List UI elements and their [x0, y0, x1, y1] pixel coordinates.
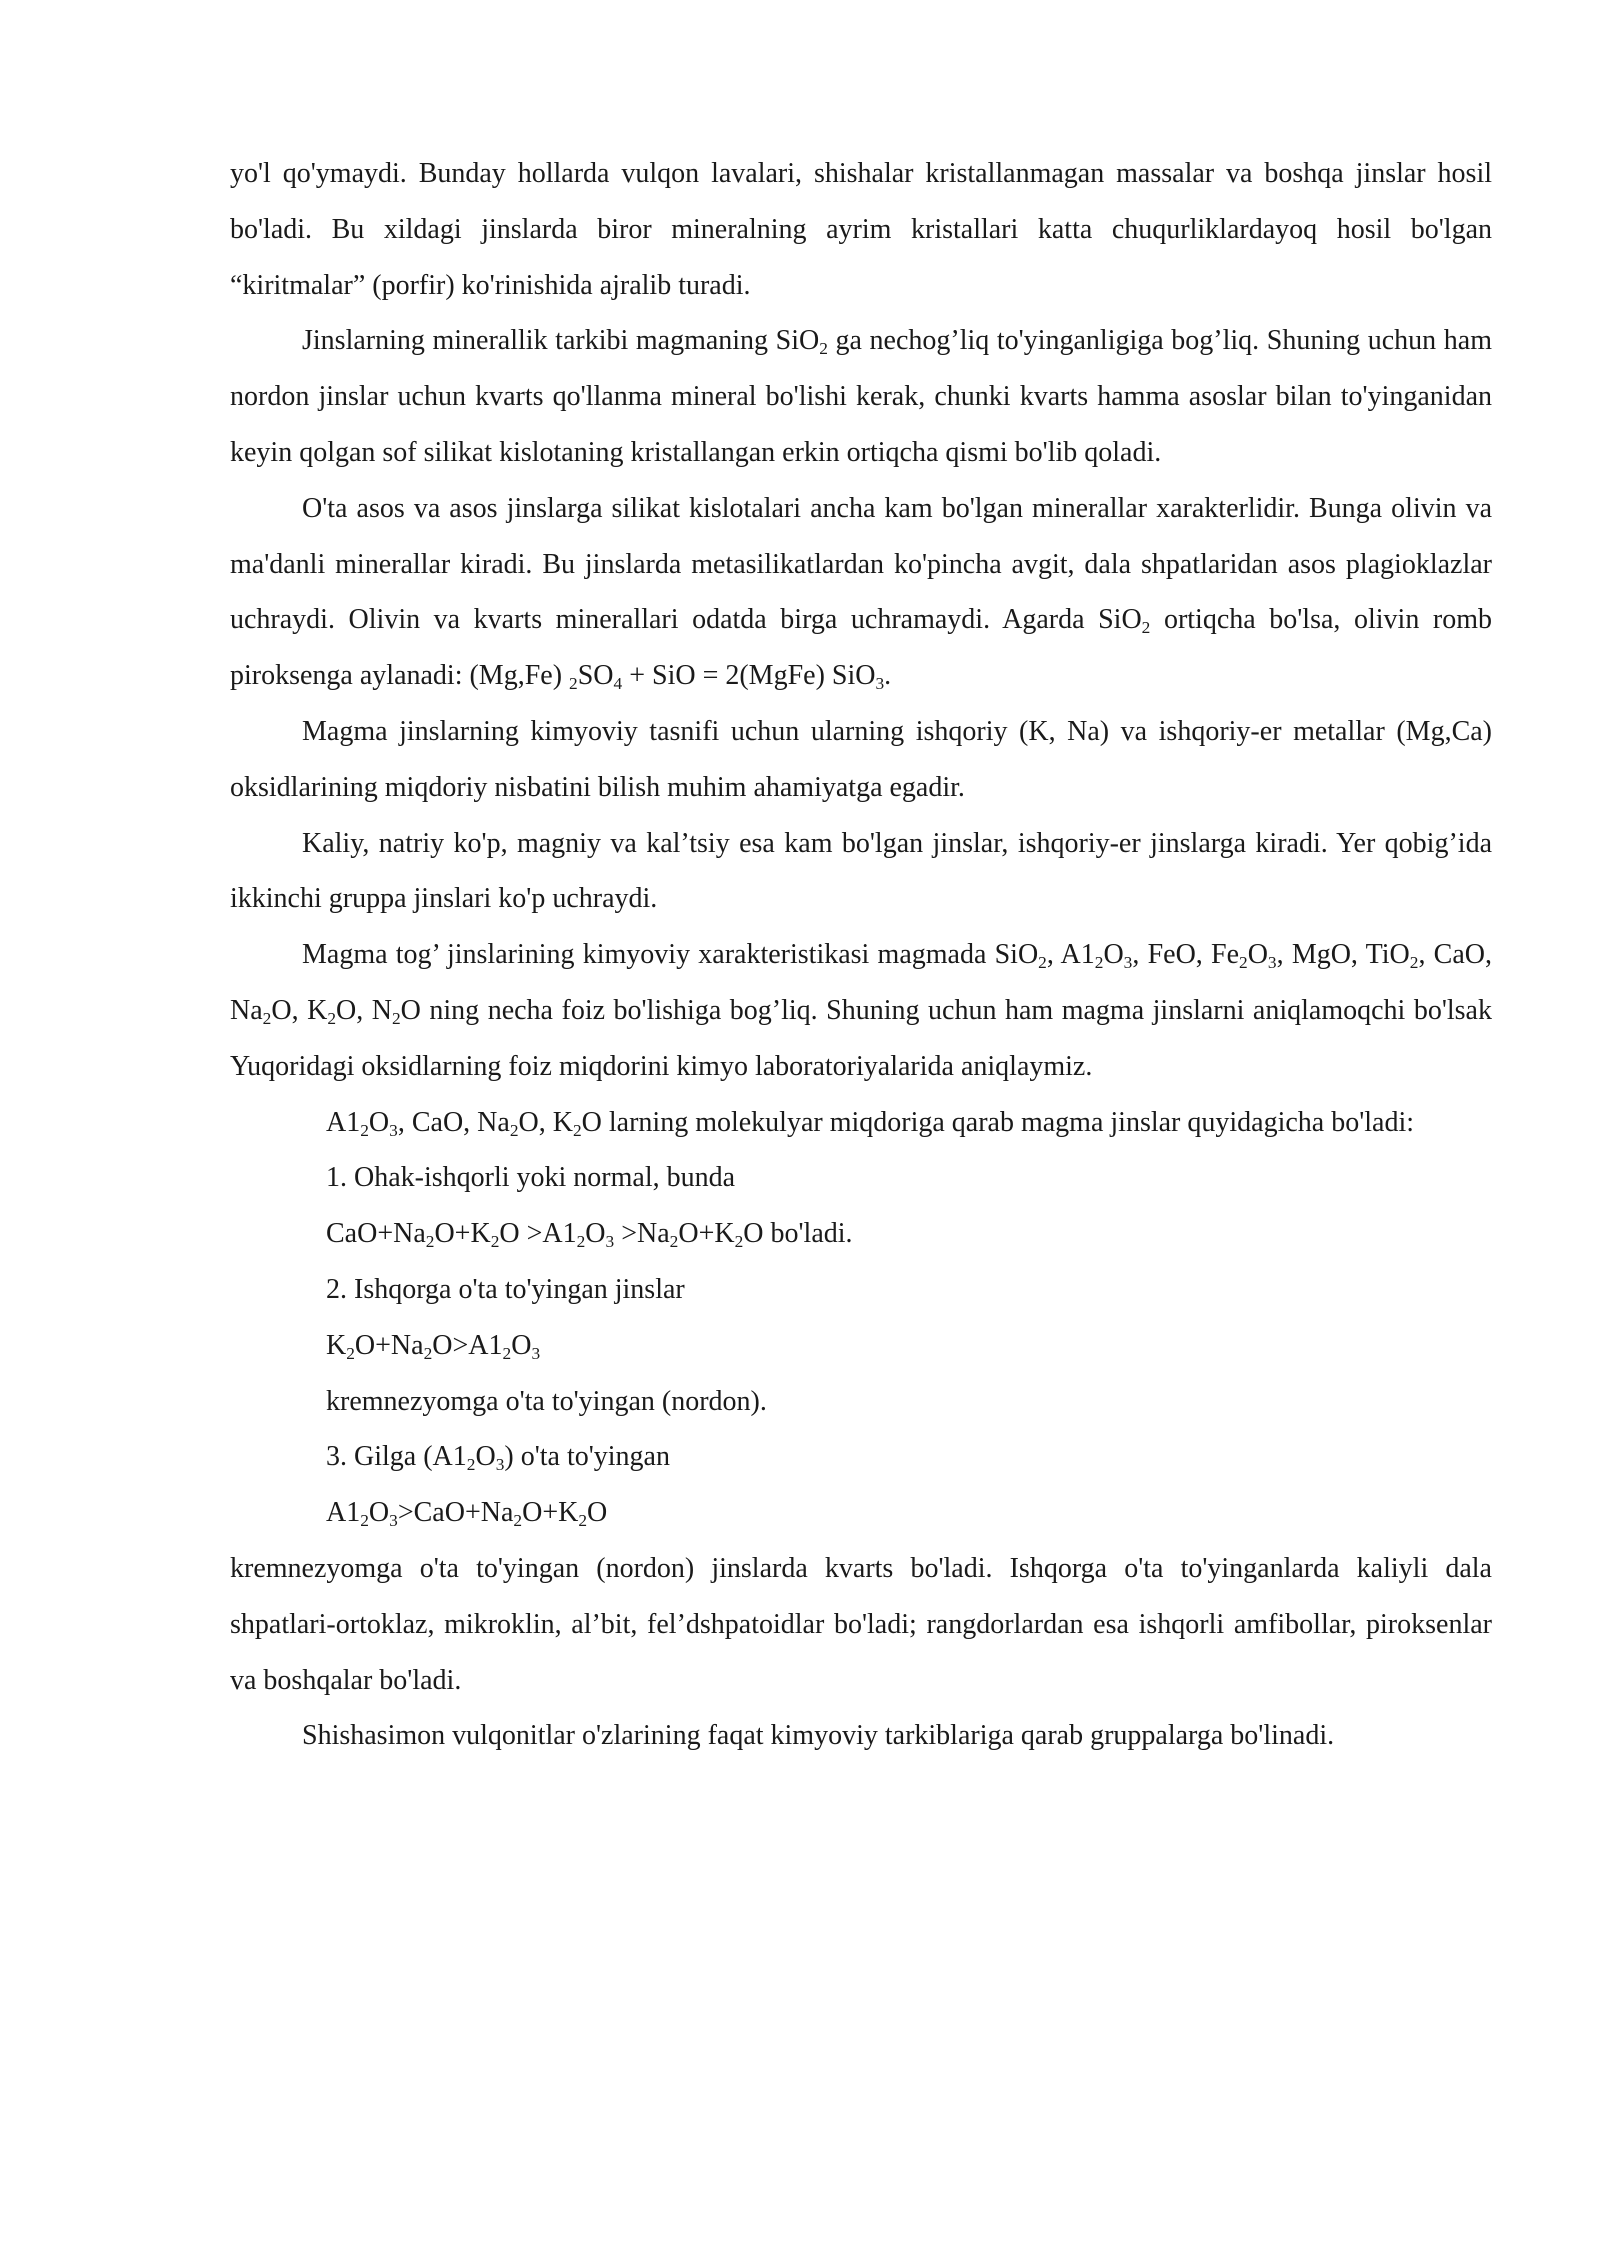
paragraph-4: Magma jinslarning kimyoviy tasnifi uchun ularning ishqoriy (K, Na) va ishqoriy-er metallar (Mg,Ca) oksidlarining miqdoriy nisbatini bilish muhim ahamiyatga egadir. — [230, 715, 1492, 803]
formula-1: $CaO+Na_2O+K_2O >A1_2O_3 >Na_2O+K_2O$ bo'ladi. — [326, 1218, 853, 1251]
document-body — [230, 146, 1492, 1764]
list-item-2: 2. Ishqorga o'ta to'yingan jinslar — [326, 1273, 685, 1305]
paragraph-5: Kaliy, natriy ko'p, magniy va kal’tsiy esa kam bo'lgan jinslar, ishqoriy-er jinslarga kiradi. Yer qobig’ida ikkinchi gruppa jinslari ko'p uchraydi. — [230, 827, 1492, 915]
paragraph-9: Shishasimon vulqonitlar o'zlarining faqat kimyoviy tarkiblariga qarab gruppalarga bo'linadi. — [302, 1720, 1335, 1752]
paragraph-2: Jinslarning minerallik tarkibi magmaning SiO$_2$ ga nechog’liq to'yinganligiga bog’liq. Shuning uchun ham nordon jinslar uchun kvarts qo'llanma mineral bo'lishi kerak, chunki kvarts hamma asoslar bilan to'yinganidan keyin qolgan sof silikat kislotaning kristallangan erkin ortiqcha qismi bo'lib qoladi. — [230, 325, 1492, 468]
paragraph-8: kremnezyomga o'ta to'yingan (nordon) jinslarda kvarts bo'ladi. Ishqorga o'ta to'yinganlarda kaliyli dala shpatlari-ortoklaz, mikroklin, al’bit, fel’dshpatoidlar bo'ladi; rangdorlardan esa ishqorli amfibollar, piroksenlar va boshqalar bo'ladi. — [230, 1552, 1492, 1696]
formula-3: $A1_2O_3>CaO+Na_2O+K_2O$ — [326, 1497, 608, 1530]
list-item-3: 3. Gilga $(A1_2O_3)$ o'ta to'yingan — [326, 1441, 670, 1475]
list-item-2-note: kremnezyomga o'ta to'yingan (nordon). — [326, 1385, 767, 1417]
paragraph-1: yo'l qo'ymaydi. Bunday hollarda vulqon lavalari, shishalar kristallanmagan massalar va boshqa jinslar hosil bo'ladi. Bu xildagi jinslarda biror mineralning ayrim kristallari katta chuqurliklardayoq hosil bo'lgan “kiritmalar” (porfir) ko'rinishida ajralib turadi. — [230, 158, 1492, 301]
list-item-1: 1. Ohak-ishqorli yoki normal, bunda — [326, 1162, 736, 1194]
paragraph-6: Magma tog’ jinslarining kimyoviy xarakteristikasi magmada SiO$_2$, $A1_2O_3$, FeO, $Fe_2O_3$, MgO, TiO$_2$, CaO, $Na_2O$, $K_2O$, $N_2O$ ning necha foiz bo'lishiga bog’liq. Shuning uchun ham magma jinslarni aniqlamoqchi bo'lsak Yuqoridagi oksidlarning foiz miqdorini kimyo laboratoriyalarida aniqlaymiz. — [230, 939, 1492, 1082]
paragraph-3: O'ta asos va asos jinslarga silikat kislotalari ancha kam bo'lgan minerallar xarakterlidir. Bunga olivin va ma'danli minerallar kiradi. Bu jinslarda metasilikatlardan ko'pincha avgit, dala shpatlaridan asos plagioklazlar uchraydi. Olivin va kvarts minerallari odatda birga uchramaydi. Agarda SiO$_2$ ortiqcha bo'lsa, olivin romb piroksenga aylanadi: (Mg,Fe) $_2SO_4$ + SiO = 2(MgFe) SiO$_3$. — [230, 492, 1492, 694]
formula-2: $K_2O+Na_2O>A1_2O_3$ — [326, 1329, 541, 1363]
paragraph-7: $A1_2O_3$, CaO, $Na_2O$, $K_2O$ larning molekulyar miqdoriga qarab magma jinslar quyidagicha bo'ladi: — [326, 1106, 1415, 1140]
